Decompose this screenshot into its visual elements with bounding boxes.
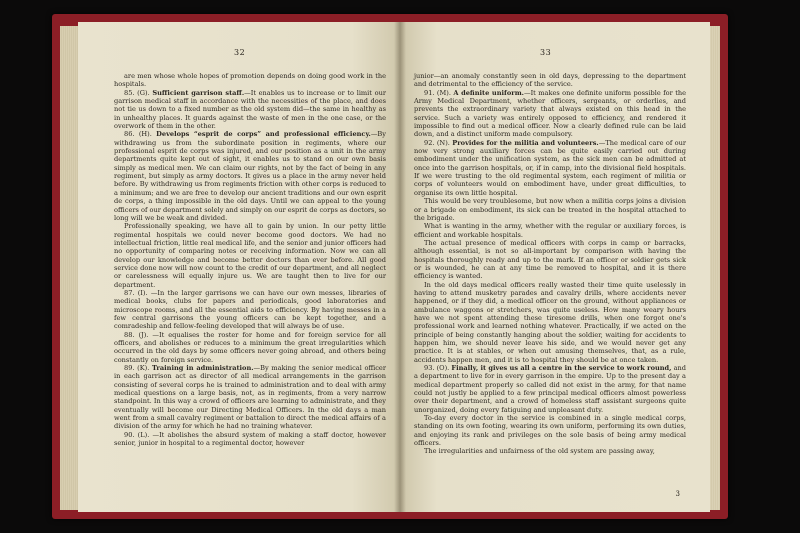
paragraph-heading: A definite uniform. <box>453 88 524 97</box>
paragraph <box>114 222 386 289</box>
paragraph <box>414 139 686 197</box>
paragraph <box>414 89 686 139</box>
paragraph-text: This would be very troublesome, but now when a militia corps joins a division or a brigade on embodiment, its sick can be treated in the hospital attached to the brigade. <box>414 197 686 222</box>
paragraph-text: and a department to live for in every garrison in the empire. Up to the present day a medical department properly so called did not exist in the army, for that name could not justly be applied to a few principal medical officers almost powerless over their department, and a crowd of homeless staff assistant surgeons quite unorganized, doing every fatiguing and unpleasant duty. <box>414 364 686 414</box>
paragraph-text: junior—an anomaly constantly seen in old days, depressing to the department and detrimental to the efficiency of the service. <box>414 72 686 89</box>
right-page-number: 33 <box>540 48 552 57</box>
paragraph-number: 88. (J). <box>124 330 149 339</box>
left-page-number: 32 <box>234 48 246 57</box>
paragraph-text: In the old days medical officers really wasted their time quite uselessly in having to attend musketry parades and cavalry drills, where accidents never happened, or if they did, a medical officer on the ground, without appliances or ambulance waggons or stretchers, was quite useless. How many weary hours have we not spent attending these tiresome drills, when one forgot one's professional work and learned nothing whatever. Practically, if we acted on the principle of being constantly hanging about the soldier, waiting for accidents to happen him, we should never leave his side, and we would never get any practice. It is at stables, or when out amusing themselves, that, as a rule, accidents happen men, and it is to hospital they should be at once taken. <box>414 280 686 364</box>
paragraph <box>414 447 686 455</box>
signature-mark: 3 <box>675 490 680 498</box>
paragraph-heading: Finally, it gives us all a centre in the service to work round, <box>451 364 672 373</box>
paragraph-text: To-day every doctor in the service is combined in a single medical corps, standing on its own footing, wearing its own uniform, performing its own duties, and enjoying its rank and privileges on the sole basis of being army medical officers. <box>414 414 686 448</box>
paragraph-text: —By withdrawing us from the subordinate position in regiments, where our professional esprit de corps was injured, and our position as a unit in the army departments quite kept out of sight, it enables us to stand on our own basis simply as medical men. We can claim our rights, not by the fact of being in any regiment, but simply as army doctors. It gives us a place in the army never held before. By withdrawing us from regiments friction with other corps is reduced to a minimum; and we are free to develop our ancient traditions and our own esprit de corps, a thing impossible in the old days. Until we can appeal to the young officers of our department solely and simply on our esprit de corps as doctors, so long will we be weak and divided. <box>114 130 386 222</box>
paragraph <box>114 289 386 331</box>
paragraph-heading: Provides for the militia and volunteers. <box>452 138 599 147</box>
paragraph-text: The actual presence of medical officers with corps in camp or barracks, although essential, is not so all-important by comparison with having the hospitals thoroughly ready and up to the mark. If an officer or soldier gets sick or is wounded, he can at any time be removed to hospital, and it is there efficiency is wanted. <box>414 238 686 281</box>
open-book <box>60 20 720 514</box>
paragraph-text: The irregularities and unfairness of the old system are passing away, <box>424 447 655 456</box>
paragraph-number: 85. (G). <box>124 88 150 97</box>
paragraph <box>414 364 686 414</box>
page-edges-left <box>60 26 80 510</box>
paragraph <box>414 197 686 222</box>
paragraph <box>114 431 386 448</box>
paragraph-text: —It makes one definite uniform possible for the Army Medical Department, whether officers, sergeants, or orderlies, and prevents the extraordinary variety that always existed on this head in the service. Such a variety was entirely opposed to efficiency, and rendered it impossible to find out a medical officer. Now a clearly defined rule can be laid down, and a distinct uniform made compulsory. <box>414 88 686 139</box>
paragraph-heading: Training in administration. <box>151 364 254 373</box>
paragraph <box>414 72 686 89</box>
paragraph <box>114 130 386 222</box>
paragraph-text: —By making the senior medical officer in each garrison act as director of all medical arrangements in the garrison consisting of several corps he is trained to administration and to deal with army medical questions on a large basis, not, as in regiments, from a very narrow standpoint. In this way a crowd of officers are learning to administrate, and they eventually will become our Directing Medical Officers. In the old days a man went from a small cavalry regiment or battalion to direct the medical affairs of a division of the army for which he had no training whatever. <box>114 364 386 431</box>
paragraph <box>414 239 686 281</box>
paragraph-number: 89. (K). <box>124 364 150 373</box>
paragraph-number: 92. (N). <box>424 138 450 147</box>
right-page <box>400 22 710 512</box>
right-page-text <box>414 72 686 456</box>
paragraph-heading: Develops “esprit de corps” and professional efficiency. <box>156 130 371 139</box>
paragraph <box>114 89 386 131</box>
paragraph-text: Professionally speaking, we have all to gain by union. In our petty little regimental hospitals we could never become good doctors. We had no intellectual friction, little real medical life, and the senior and junior officers had no opportunity of comparing notes or receiving information. Now we can all develop our knowledge and become better doctors than ever before. All good service done now will now count to the credit of our department, and all neglect or carelessness will equally injure us. We are taught then to live for our department. <box>114 222 386 289</box>
paragraph-number: 86. (H). <box>124 130 152 139</box>
paragraph <box>414 281 686 364</box>
paragraph-number: 93. (O). <box>424 364 450 373</box>
paragraph <box>414 414 686 447</box>
paragraph-text: —It abolishes the absurd system of making a staff doctor, however senior, junior in hospital to a regimental doctor, however <box>114 430 386 448</box>
paragraph-number: 91. (M). <box>424 88 451 97</box>
paragraph-number: 90. (L). <box>124 430 150 439</box>
gutter-shadow <box>394 22 406 512</box>
paragraph <box>414 222 686 239</box>
paragraph <box>114 72 386 89</box>
paragraph <box>114 331 386 364</box>
paragraph-text: are men whose whole hopes of promotion depends on doing good work in the hospitals. <box>114 72 386 89</box>
paragraph-text: —It enables us to increase or to limit our garrison medical staff in accordance with the necessities of the place, and does not tie us down to a fixed number as the old system did—the same in healthy as in unhealthy places. It guards against the waste of men in the one case, or the overwork of them in the other. <box>114 88 386 131</box>
paragraph-number: 87. (I). <box>124 288 148 297</box>
paragraph <box>114 364 386 431</box>
paragraph-heading: Sufficient garrison staff. <box>152 88 245 97</box>
paragraph-text: —It equalises the roster for home and for foreign service for all officers, and abolishes or reduces to a minimum the great irregularities which occurred in the old days by some officers never going abroad, and others being constantly on foreign service. <box>114 330 386 364</box>
paragraph-text: —In the larger garrisons we can have our own messes, libraries of medical books, clubs for papers and periodicals, good laboratories and microscope rooms, and all the essential aids to efficiency. By having messes in a few central garrisons the young officers can be kept together, and a comradeship and fellow-feeling developed that will always be of use. <box>114 288 386 331</box>
paragraph-text: What is wanting in the army, whether with the regular or auxiliary forces, is efficient and workable hospitals. <box>414 222 686 239</box>
left-page-text <box>114 72 386 447</box>
left-page <box>78 22 400 512</box>
paragraph-text: —The medical care of our now very strong auxiliary forces can be quite easily carried out during embodiment under the unification system, as the sick men can be admitted at once into the garrison hospitals, or, if in camp, into the divisional field hospitals. If we were trusting to the old regimental system, each regiment of militia or corps of volunteers would on embodiment have, under great difficulties, to organise its own little hospital. <box>414 138 687 197</box>
